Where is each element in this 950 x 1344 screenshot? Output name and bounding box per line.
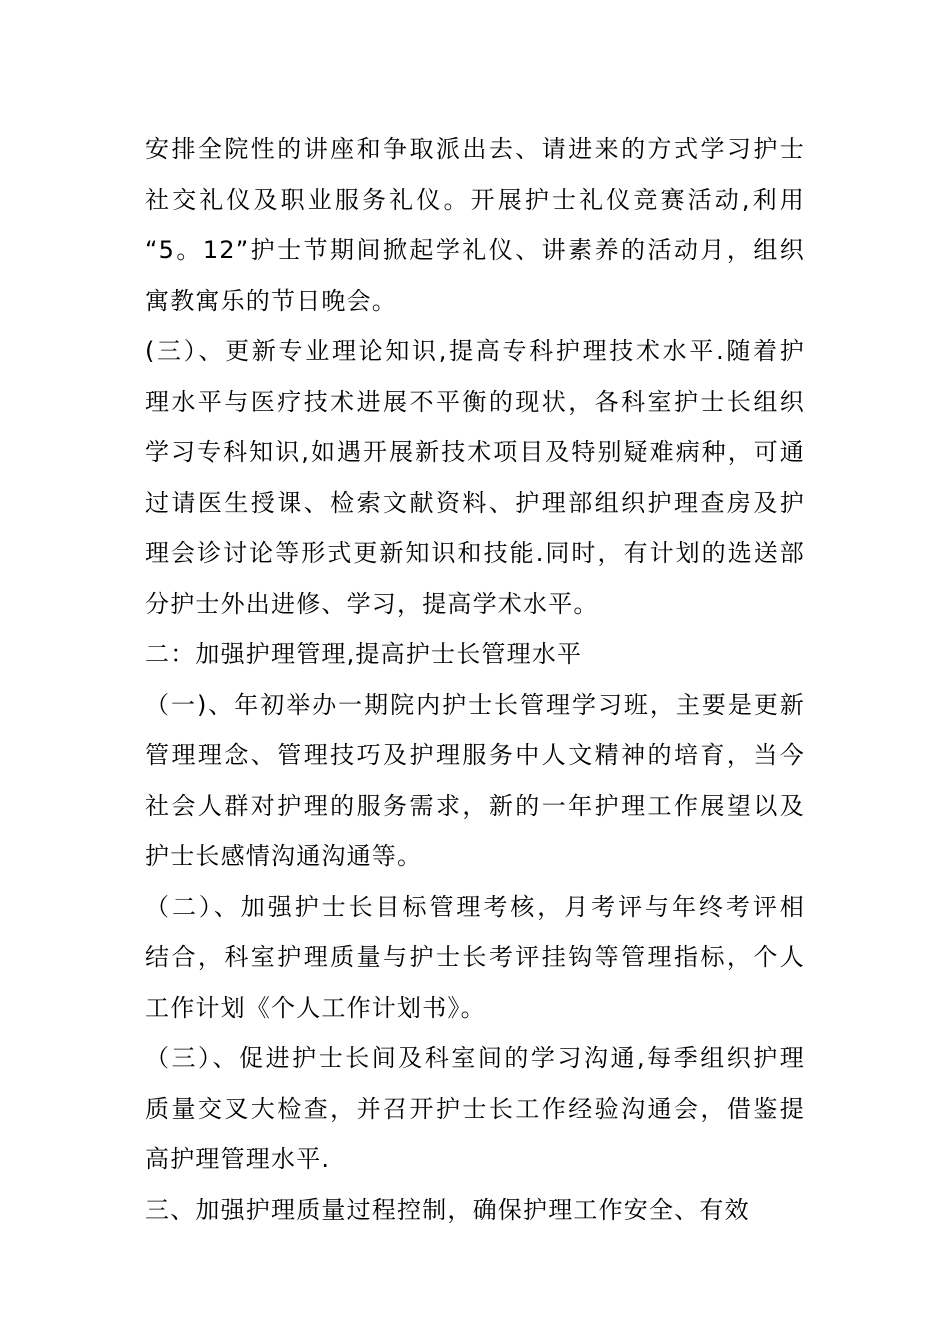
paragraph-line: 工作计划《个人工作计划书》。 [145,993,486,1022]
paragraph-line: 分护士外出进修、学习，提高学术水平。 [145,589,599,618]
body-text [145,124,805,1235]
paragraph-line: 社交礼仪及职业服务礼仪。开展护士礼仪竞赛活动,利用 [145,185,805,214]
paragraph-line: 管理理念、管理技巧及护理服务中人文精神的培育，当今 [145,741,805,769]
paragraph-line: 高护理管理水平. [145,1145,331,1173]
paragraph-line: （二）、加强护士长目标管理考核，月考评与年终考评相 [145,892,805,921]
paragraph-line: 理会诊讨论等形式更新知识和技能.同时，有计划的选送部 [145,539,805,567]
paragraph-line: 安排全院性的讲座和争取派出去、请进来的方式学习护士 [145,135,805,163]
paragraph-line: 学习专科知识,如遇开展新技术项目及特别疑难病种，可通 [145,438,805,466]
paragraph-line: 理水平与医疗技术进展不平衡的现状，各科室护士长组织 [145,387,805,416]
paragraph-line: （一)、年初举办一期院内护士长管理学习班，主要是更新 [145,690,805,719]
paragraph-line: 社会人群对护理的服务需求，新的一年护理工作展望以及 [145,791,805,820]
paragraph-line: 三、加强护理质量过程控制，确保护理工作安全、有效 [145,1195,750,1224]
paragraph-line: 二：加强护理管理,提高护士长管理水平 [145,640,583,668]
paragraph-line: 过请医生授课、检索文献资料、护理部组织护理查房及护 [145,488,805,517]
paragraph-line: 质量交叉大检查，并召开护士长工作经验沟通会，借鉴提 [145,1094,805,1123]
paragraph-line: 结合，科室护理质量与护士长考评挂钩等管理指标，个人 [145,943,805,971]
paragraph-line: (三）、更新专业理论知识,提高专科护理技术水平.随着护 [145,337,805,365]
paragraph-line: （三）、促进护士长间及科室间的学习沟通,每季组织护理 [145,1044,805,1072]
paragraph-line: 护士长感情沟通沟通等。 [145,842,423,870]
paragraph-line: 寓教寓乐的节日晚会。 [145,286,397,315]
paragraph-line: “5。12”护士节期间掀起学礼仪、讲素养的活动月，组织 [145,236,805,264]
